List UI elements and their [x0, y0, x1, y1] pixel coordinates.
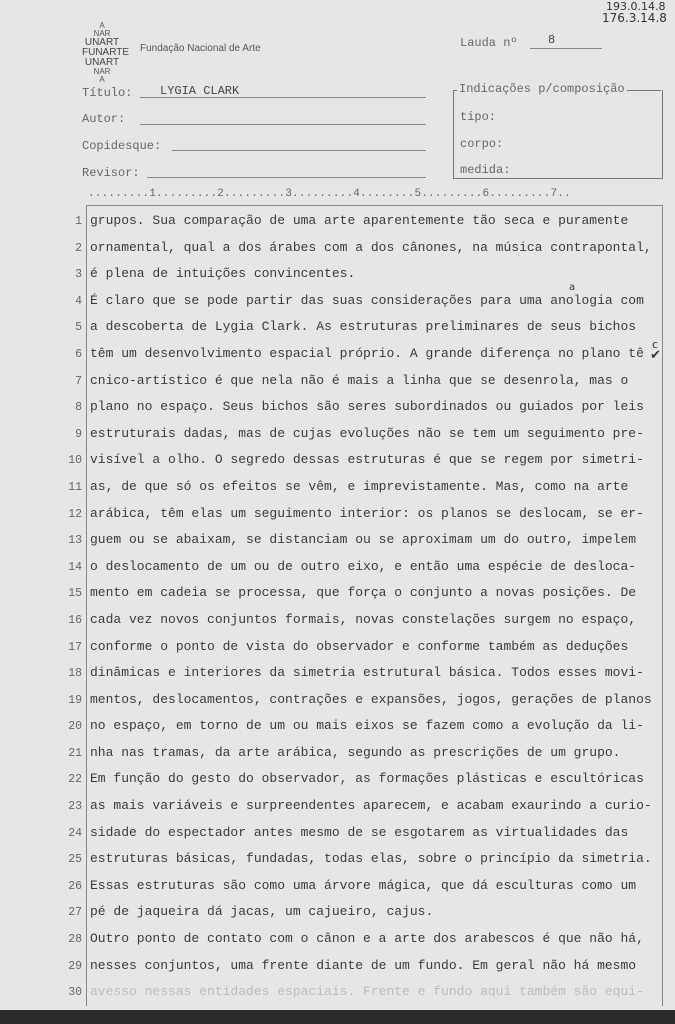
line-text: conforme o ponto de vista do observador e conforme também as deduções: [90, 638, 629, 654]
line-number: 18: [68, 667, 82, 681]
line-text: guem ou se abaixam, se distanciam ou se aproximam um do outro, impelem: [90, 532, 637, 548]
logo-line: NAR: [93, 67, 111, 76]
line-number: 10: [68, 454, 82, 468]
line-text: grupos. Sua comparação de uma arte aparentemente tão seca e puramente: [90, 213, 629, 228]
line-text: estruturas básicas, fundadas, todas elas, sobre o princípio da simetria.: [90, 851, 652, 867]
line-text: cnico-artístico é que nela não é mais a linha que se desenrola, mas o: [90, 372, 629, 388]
lauda-label: Lauda nº: [460, 36, 518, 50]
column-ruler: .........1.........2.........3.........4........5.........6.........7..: [88, 188, 571, 200]
line-number: 13: [68, 534, 82, 548]
line-number: 2: [75, 241, 82, 255]
line-number: 5: [75, 321, 82, 335]
autor-label: Autor:: [82, 112, 126, 126]
archive-code: 176.3.14.8: [602, 11, 667, 25]
logo-line: UNART: [84, 57, 120, 68]
funarte-logo: [82, 21, 130, 84]
line-number: 28: [68, 933, 82, 947]
line-number: 9: [75, 427, 82, 441]
autor-underline: [140, 124, 426, 125]
line-text: a descoberta de Lygia Clark. As estruturas preliminares de seus bichos: [90, 319, 637, 335]
line-number: 24: [68, 826, 82, 840]
line-text: sidade do espectador antes mesmo de se esgotarem as virtualidades das: [90, 824, 629, 840]
line-number: 30: [68, 986, 82, 1000]
line-number: 21: [68, 746, 82, 760]
line-text: o deslocamento de um ou de outro eixo, e então uma espécie de desloca-: [90, 558, 637, 574]
line-number: 12: [68, 507, 82, 521]
line-text: Outro ponto de contato com o cânon e a arte dos arabescos é que não há,: [90, 931, 644, 947]
line-text: arábica, têm elas um seguimento interior: os planos se deslocam, se er-: [90, 505, 644, 521]
organization-name: Fundação Nacional de Arte: [140, 43, 261, 54]
line-number: 14: [68, 560, 82, 574]
logo-line: FUNARTE: [82, 47, 130, 58]
line-number: 23: [68, 800, 82, 814]
line-number: 29: [68, 959, 82, 973]
logo-line: A: [99, 75, 105, 84]
line-number: 16: [68, 613, 82, 627]
line-number: 4: [75, 294, 82, 308]
logo-line: A: [99, 21, 105, 30]
line-text: Essas estruturas são como uma árvore mágica, que dá esculturas como um: [90, 877, 637, 893]
handwritten-correction: a: [569, 282, 576, 293]
copidesque-underline: [172, 150, 426, 151]
line-text: mentos, deslocamentos, contrações e expansões, jogos, gerações de planos: [90, 691, 652, 707]
titulo-label: Título:: [82, 86, 133, 100]
line-number: 19: [68, 693, 82, 707]
line-number: 20: [68, 720, 82, 734]
archive-code: 193.0.14.8: [606, 0, 666, 13]
line-text: as mais variáveis e surpreendentes aparecem, e acabam exaurindo a curio-: [90, 798, 652, 814]
line-text: plano no espaço. Seus bichos são seres subordinados ou guiados por leis: [90, 399, 644, 415]
line-text: cada vez novos conjuntos formais, novas constelações surgem no espaço,: [90, 611, 637, 627]
line-text: as, de que só os efeitos se vêm, e imprevistamente. Mas, como na arte: [90, 478, 629, 494]
line-text: é plena de intuições convincentes.: [90, 266, 356, 282]
line-text: estruturais dadas, mas de cujas evoluções não se tem um seguimento pre-: [90, 425, 644, 441]
revisor-label: Revisor:: [82, 166, 140, 180]
line-number: 11: [68, 480, 82, 494]
logo-line: NAR: [93, 29, 111, 38]
line-text: avesso nessas entidades espaciais. Frente e fundo aqui também são equi-: [90, 984, 644, 1000]
line-number: 26: [68, 879, 82, 893]
line-text: mento em cadeia se processa, que força o conjunto a novas posições. De: [90, 585, 637, 601]
titulo-underline: [140, 97, 426, 98]
line-number: 3: [75, 268, 82, 282]
line-text: dinâmicas e interiores da simetria estrutural básica. Todos esses movi-: [90, 665, 644, 681]
line-number: 15: [68, 587, 82, 601]
line-number: 27: [68, 906, 82, 920]
line-number: 1: [75, 215, 82, 228]
logo-line: UNART: [84, 37, 120, 48]
lauda-number: 8: [548, 33, 556, 47]
composition-medida: medida:: [460, 163, 511, 177]
line-text: nesses conjuntos, uma frente diante de um fundo. Em geral não há mesmo: [90, 957, 637, 973]
line-text: têm um desenvolvimento espacial próprio. A grande diferença no plano tê: [90, 345, 644, 361]
line-text: nha nas tramas, da arte arábica, segundo as prescrições de um grupo.: [90, 744, 621, 760]
composition-tipo: tipo:: [460, 110, 497, 124]
line-number: 6: [75, 347, 82, 361]
line-text: ornamental, qual a dos árabes com a dos cânones, na música contrapontal,: [90, 239, 652, 255]
line-number: 17: [68, 640, 82, 654]
line-text: visível a olho. O segredo dessas estruturas é que se regem por simetri-: [90, 452, 644, 468]
revisor-underline: [147, 177, 426, 178]
line-number: 22: [68, 773, 82, 787]
line-number: 7: [75, 374, 82, 388]
check-mark-icon: ✔: [650, 348, 661, 363]
titulo-value: LYGIA CLARK: [160, 84, 240, 98]
composition-corpo: corpo:: [460, 137, 504, 151]
line-text: É claro que se pode partir das suas considerações para uma anologia com: [90, 292, 644, 308]
line-text: no espaço, em torno de um ou mais eixos se fazem como a evolução da li-: [90, 718, 644, 734]
lauda-underline: [530, 48, 602, 49]
copidesque-label: Copidesque:: [82, 139, 162, 153]
handwritten-correction: c: [652, 338, 659, 351]
line-text: Em função do gesto do observador, as formações plásticas e escultóricas: [90, 771, 644, 787]
line-text: pé de jaqueira dá jacas, um cajueiro, cajus.: [90, 904, 434, 920]
composition-title: Indicações p/composição: [459, 82, 625, 96]
line-number: 8: [75, 401, 82, 415]
line-number: 25: [68, 853, 82, 867]
